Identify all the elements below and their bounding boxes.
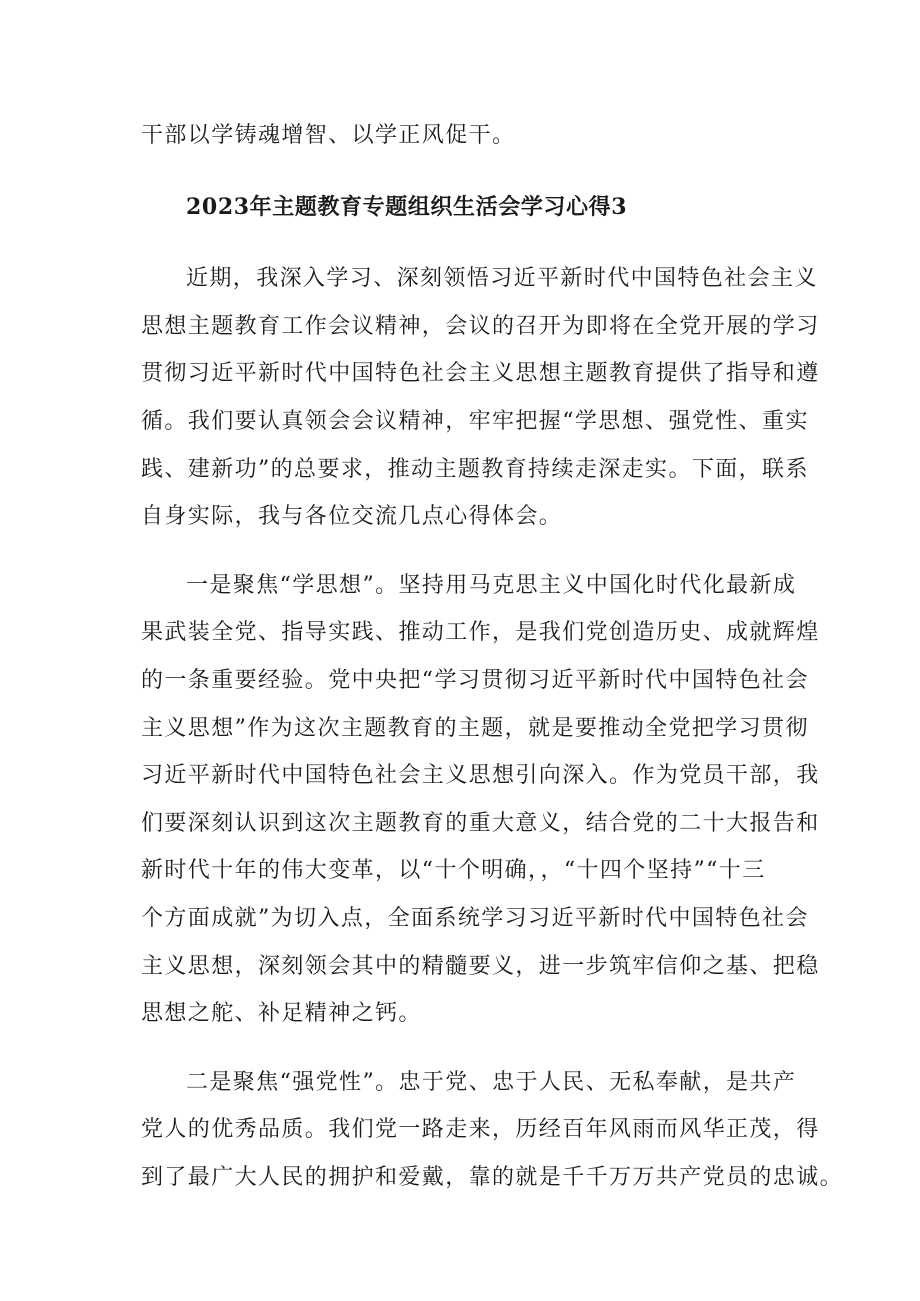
paragraph-line: 的一条重要经验。党中央把“学习贯彻习近平新时代中国特色社会 — [141, 667, 809, 693]
paragraph-line: 新时代十年的伟大变革，以“十个明确，，“十四个坚持”“十三 — [141, 858, 766, 884]
paragraph-line: 循。我们要认真领会会议精神，牢牢把握“学思想、强党性、重实 — [141, 408, 809, 434]
paragraph-study-thought — [141, 562, 820, 1038]
paragraph-line: 思想主题教育工作会议精神，会议的召开为即将在全党开展的学习 — [141, 313, 820, 339]
paragraph-line: 主义思想，深刻领会其中的精髓要义，进一步筑牢信仰之基、把稳 — [141, 953, 820, 979]
paragraph-line: 们要深刻认识到这次主题教育的重大意义，结合党的二十大报告和 — [141, 810, 820, 836]
paragraph-line: 果武装全党、指导实践、推动工作，是我们党创造历史、成就辉煌 — [141, 620, 820, 646]
paragraph-party-spirit — [141, 1059, 844, 1202]
paragraph-intro — [141, 255, 820, 541]
paragraph-line: 习近平新时代中国特色社会主义思想引向深入。作为党员干部，我 — [141, 763, 820, 789]
paragraph-line: 一是聚焦“学思想”。坚持用马克思主义中国化时代化最新成 — [186, 572, 797, 598]
paragraph-line: 近期，我深入学习、深刻领悟习近平新时代中国特色社会主义 — [186, 266, 818, 292]
paragraph-line: 践、建新功”的总要求，推动主题教育持续走深走实。下面，联系 — [141, 456, 809, 482]
paragraph-line: 党人的优秀品质。我们党一路走来，历经百年风雨而风华正茂，得 — [141, 1117, 820, 1143]
paragraph-line: 贯彻习近平新时代中国特色社会主义思想主题教育提供了指导和遵 — [141, 361, 820, 387]
paragraph-line: 到了最广大人民的拥护和爱戴，靠的就是千千万万共产党员的忠诚。 — [141, 1164, 844, 1190]
document-page — [141, 112, 844, 1201]
paragraph-line: 二是聚焦“强党性”。忠于党、忠于人民、无私奉献，是共产 — [186, 1069, 797, 1095]
paragraph-line: 自身实际，我与各位交流几点心得体会。 — [141, 504, 563, 530]
paragraph-line: 思想之舵、补足精神之钙。 — [141, 1001, 422, 1027]
paragraph-line: 主义思想”作为这次主题教育的主题，就是要推动全党把学习贯彻 — [141, 715, 809, 741]
continuation-line: 干部以学铸魂增智、以学正风促干。 — [141, 123, 516, 148]
paragraph-line: 个方面成就”为切入点，全面系统学习习近平新时代中国特色社会 — [141, 905, 809, 931]
section-heading: 2023年主题教育专题组织生活会学习心得3 — [186, 193, 628, 220]
